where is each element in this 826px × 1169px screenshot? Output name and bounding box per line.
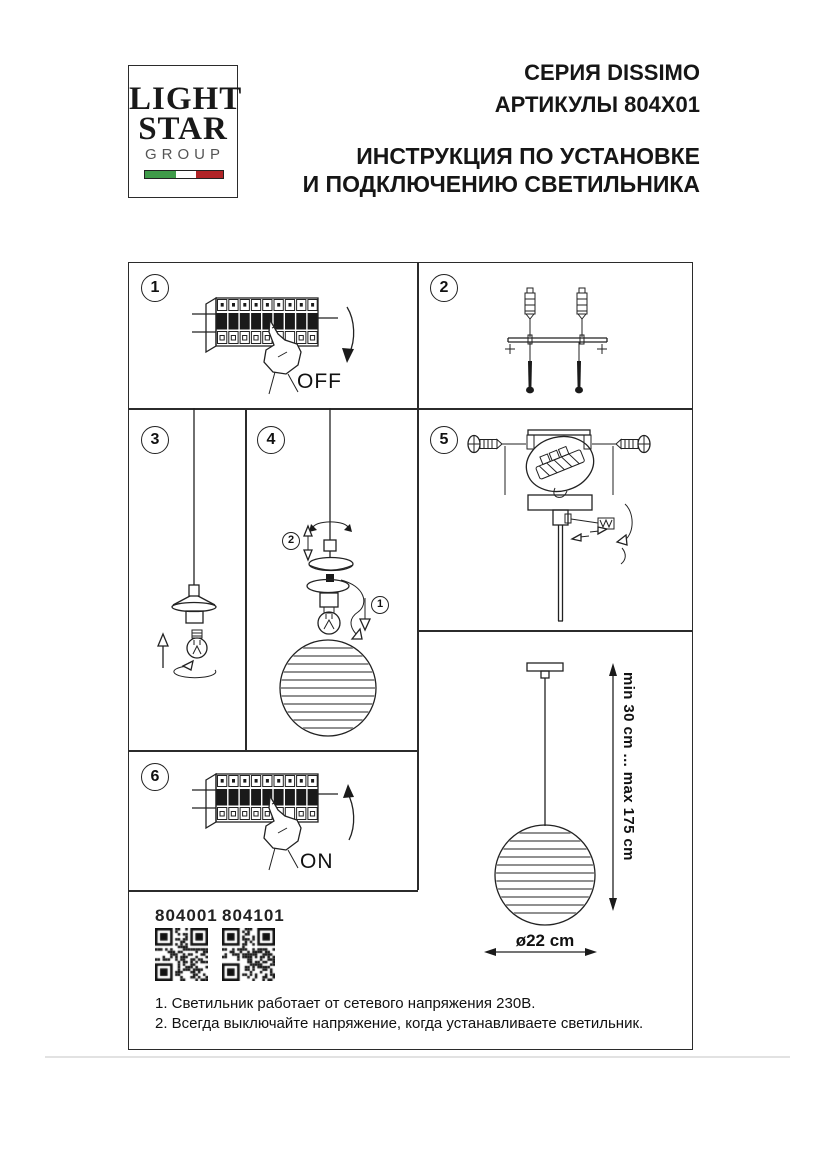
instruction-title-line1: ИНСТРУКЦИЯ ПО УСТАНОВКЕ [356, 143, 700, 169]
assembly-drawing [245, 408, 417, 750]
qr-code-804101 [222, 928, 275, 981]
step-2-badge: 2 [430, 274, 458, 302]
arrow-up-icon [343, 784, 354, 840]
terminal-block-magnifier [520, 430, 599, 499]
screw-right-icon [616, 436, 650, 453]
step-6-badge: 6 [141, 763, 169, 791]
instruction-title-line2: И ПОДКЛЮЧЕНИЮ СВЕТИЛЬНИКА [302, 171, 700, 197]
screw-left-icon [468, 436, 502, 453]
step-5-badge: 5 [430, 426, 458, 454]
article-code-1: 804001 [155, 906, 218, 925]
callout-2-badge: 2 [282, 532, 300, 550]
breaker-off-drawing [128, 262, 417, 408]
divider-panel6-bottom [128, 890, 418, 892]
step-1-badge: 1 [141, 274, 169, 302]
logo-word-group: GROUP [144, 146, 225, 163]
logo-word-light: LIGHT [129, 81, 243, 117]
mounting-hardware-drawing [417, 262, 693, 408]
ceiling-plate [527, 663, 563, 671]
lightstar-logo [128, 65, 243, 198]
rod [558, 525, 563, 621]
canopy-disc [309, 558, 353, 583]
shade-disc [307, 580, 349, 608]
arrow-down-icon [360, 598, 370, 630]
striped-globe [495, 825, 595, 925]
off-label: OFF [297, 370, 342, 393]
screw-icon [526, 342, 583, 393]
cord-adjuster [324, 540, 336, 551]
wall-anchor-icon [525, 288, 587, 337]
logo-word-star: STAR [138, 111, 228, 147]
shade-icon [172, 585, 216, 623]
arrow-up-icon [158, 634, 168, 668]
suspension-height-label: min 30 cm ... max 175 cm [620, 672, 637, 861]
step-4-badge: 4 [257, 426, 285, 454]
striped-globe [280, 640, 376, 736]
ceiling-mount-drawing [417, 408, 693, 630]
on-label: ON [300, 850, 334, 873]
mounting-bracket-icon [505, 335, 607, 354]
series-title: СЕРИЯ DISSIMO [524, 60, 700, 85]
step-3-badge: 3 [141, 426, 169, 454]
circuit-breaker-icon [192, 298, 338, 352]
note-power: 1. Светильник работает от сетевого напряжения 230В. [155, 995, 536, 1012]
callout-1-badge: 1 [371, 596, 389, 614]
arrow-down-icon [342, 307, 354, 363]
rotate-arrow-icon [617, 504, 632, 564]
note-safety: 2. Всегда выключайте напряжение, когда устанавливаете светильник. [155, 1015, 644, 1032]
shade-and-bulb-drawing [128, 408, 245, 750]
height-dimension-line [609, 663, 617, 911]
rotate-arrow-icon [174, 661, 216, 678]
diameter-label: ø22 cm [515, 931, 575, 950]
circuit-breaker-icon [192, 774, 338, 828]
article-code-2: 804101 [222, 906, 285, 925]
qr-code-804001 [155, 928, 208, 981]
swirl-arrow-icon [341, 580, 364, 639]
page-shadow [45, 1056, 790, 1058]
pendant-dimension-drawing [417, 630, 693, 1050]
bulb-icon [187, 630, 207, 658]
articles-title: АРТИКУЛЫ 804X01 [494, 92, 700, 117]
breaker-on-drawing [128, 750, 417, 890]
italian-flag-stripe [144, 170, 224, 179]
bulb-icon [318, 607, 340, 634]
double-arrow-icon [572, 527, 607, 541]
